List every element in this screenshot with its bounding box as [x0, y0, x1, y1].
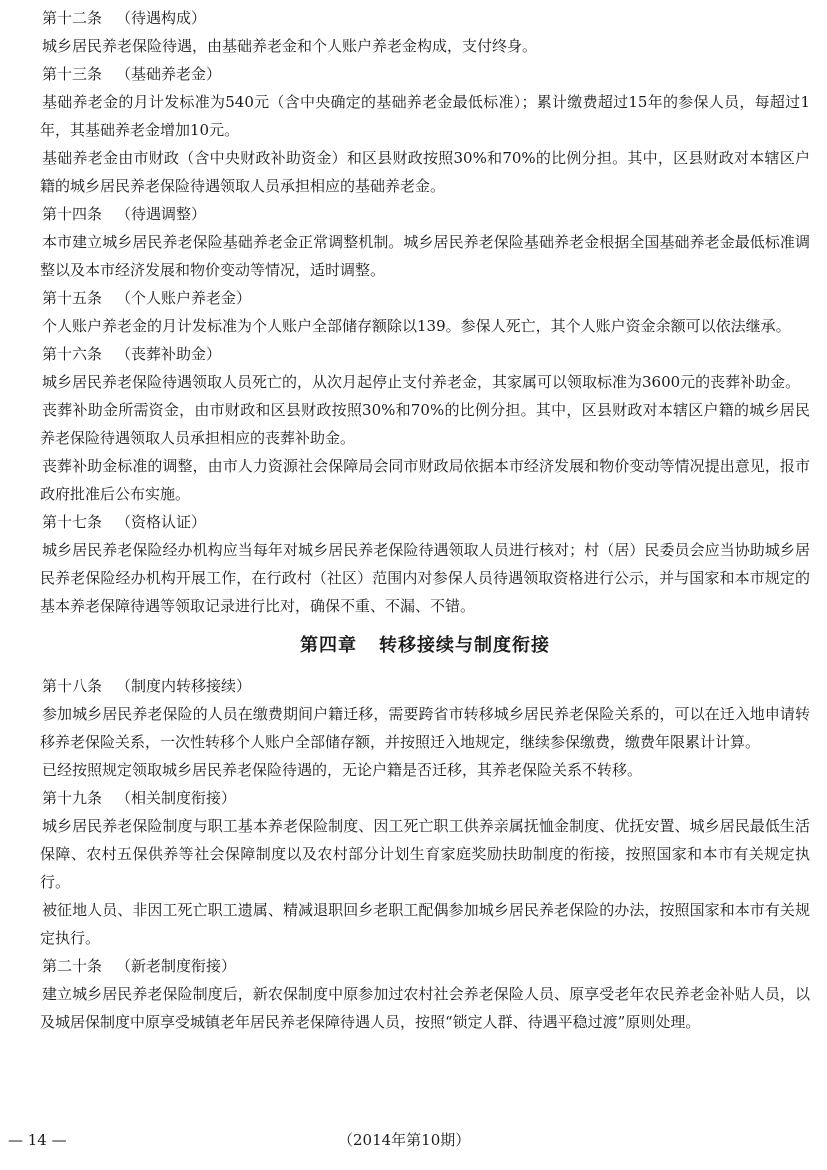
chapter-number: 第四章	[300, 635, 357, 656]
article-title: （资格认证）	[116, 513, 207, 531]
page-footer	[8, 1128, 808, 1152]
paragraph: 丧葬补助金标准的调整，由市人力资源社会保障局会同市财政局依据本市经济发展和物价变动等情况提出意见，报市政府批准后公布实施。	[40, 457, 810, 503]
paragraph: 本市建立城乡居民养老保险基础养老金正常调整机制。城乡居民养老保险基础养老金根据全国基础养老金最低标准调整以及本市经济发展和物价变动等情况，适时调整。	[40, 233, 810, 279]
article-number: 第十六条	[42, 345, 103, 363]
article-title: （新老制度衔接）	[116, 957, 237, 975]
article-number: 第十五条	[42, 289, 103, 307]
page-number: — 14 —	[8, 1131, 67, 1149]
paragraph: 丧葬补助金所需资金，由市财政和区县财政按照30%和70%的比例分担。其中，区县财政对本辖区户籍的城乡居民养老保险待遇领取人员承担相应的丧葬补助金。	[40, 401, 810, 447]
article-18-heading	[40, 672, 810, 700]
issue-label: （2014年第10期）	[338, 1131, 471, 1149]
chapter-title: 转移接续与制度衔接	[379, 635, 550, 656]
article-title: （丧葬补助金）	[116, 345, 222, 363]
paragraph: 个人账户养老金的月计发标准为个人账户全部储存额除以139。参保人死亡，其个人账户资金余额可以依法继承。	[42, 317, 791, 335]
article-title: （个人账户养老金）	[116, 289, 252, 307]
article-15-heading	[40, 284, 810, 312]
article-title: （基础养老金）	[116, 65, 222, 83]
paragraph: 基础养老金的月计发标准为540元（含中央确定的基础养老金最低标准）；累计缴费超过15年的参保人员，每超过1年，其基础养老金增加10元。	[40, 93, 810, 139]
article-number: 第十三条	[42, 65, 103, 83]
paragraph: 建立城乡居民养老保险制度后，新农保制度中原参加过农村社会养老保险人员、原享受老年农民养老金补贴人员，以及城居保制度中原享受城镇老年居民养老保障待遇人员，按照“锁定人群、待遇平稳过渡”原则处理。	[40, 985, 810, 1031]
paragraph: 城乡居民养老保险待遇，由基础养老金和个人账户养老金构成，支付终身。	[42, 37, 538, 55]
document-page	[40, 4, 810, 1036]
article-number: 第二十条	[42, 957, 103, 975]
article-number: 第十八条	[42, 677, 103, 695]
article-title: （待遇构成）	[116, 9, 207, 27]
article-number: 第十九条	[42, 789, 103, 807]
paragraph: 城乡居民养老保险经办机构应当每年对城乡居民养老保险待遇领取人员进行核对；村（居）民委员会应当协助城乡居民养老保险经办机构开展工作，在行政村（社区）范围内对参保人员待遇领取资格进行公示，并与国家和本市规定的基本养老保障待遇等领取记录进行比对，确保不重、不漏、不错。	[40, 541, 810, 615]
paragraph: 城乡居民养老保险待遇领取人员死亡的，从次月起停止支付养老金，其家属可以领取标准为3600元的丧葬补助金。	[42, 373, 801, 391]
paragraph: 城乡居民养老保险制度与职工基本养老保险制度、因工死亡职工供养亲属抚恤金制度、优抚安置、城乡居民最低生活保障、农村五保供养等社会保障制度以及农村部分计划生育家庭奖励扶助制度的衔接，按照国家和本市有关规定执行。	[40, 817, 810, 891]
chapter-heading	[40, 626, 810, 666]
article-number: 第十四条	[42, 205, 103, 223]
article-20-heading	[40, 952, 810, 980]
paragraph: 被征地人员、非因工死亡职工遗属、精减退职回乡老职工配偶参加城乡居民养老保险的办法，按照国家和本市有关规定执行。	[40, 901, 810, 947]
article-title: （制度内转移接续）	[116, 677, 252, 695]
paragraph: 基础养老金由市财政（含中央财政补助资金）和区县财政按照30%和70%的比例分担。其中，区县财政对本辖区户籍的城乡居民养老保险待遇领取人员承担相应的基础养老金。	[40, 149, 810, 195]
paragraph: 已经按照规定领取城乡居民养老保险待遇的，无论户籍是否迁移，其养老保险关系不转移。	[42, 761, 643, 779]
article-title: （待遇调整）	[116, 205, 207, 223]
article-14-heading	[40, 200, 810, 228]
article-title: （相关制度衔接）	[116, 789, 237, 807]
paragraph: 参加城乡居民养老保险的人员在缴费期间户籍迁移，需要跨省市转移城乡居民养老保险关系的，可以在迁入地申请转移养老保险关系，一次性转移个人账户全部储存额，并按照迁入地规定，继续参保缴费，缴费年限累计计算。	[40, 705, 810, 751]
article-number: 第十二条	[42, 9, 103, 27]
article-17-heading	[40, 508, 810, 536]
article-13-heading	[40, 60, 810, 88]
article-12-heading	[40, 4, 810, 32]
article-16-heading	[40, 340, 810, 368]
article-19-heading	[40, 784, 810, 812]
article-number: 第十七条	[42, 513, 103, 531]
